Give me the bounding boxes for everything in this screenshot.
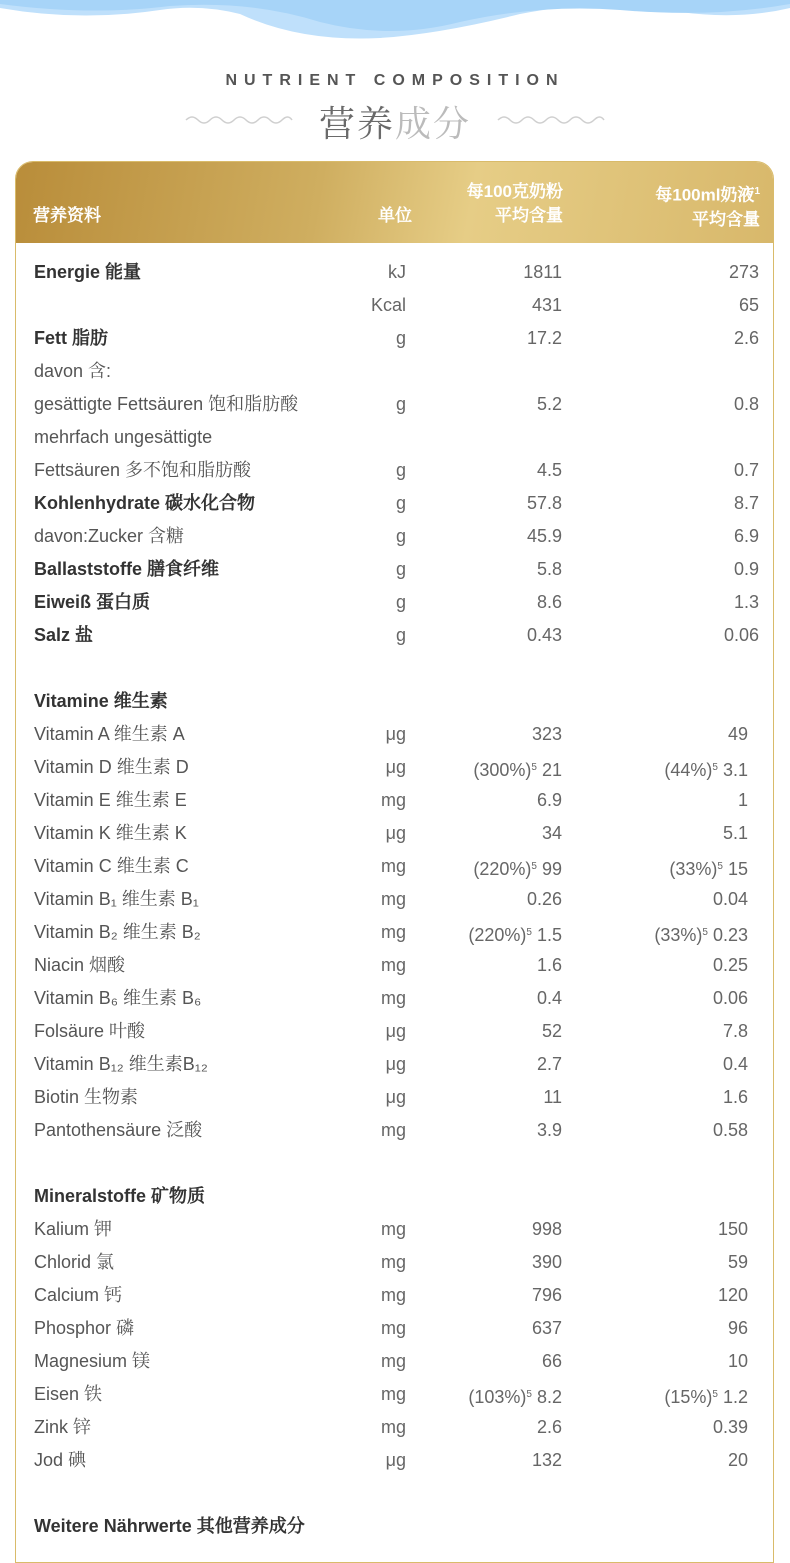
- per-100ml-cell: 150: [717, 1219, 748, 1239]
- nutrient-name: Vitamin B₆ 维生素 B₆: [34, 988, 202, 1008]
- table-row: [16, 1411, 773, 1444]
- unit-cell: mg: [380, 1252, 406, 1272]
- nutrient-name: Niacin 烟酸: [34, 955, 126, 975]
- per-100g-cell: 0.26: [526, 889, 562, 909]
- header-nutrient: 营养资料: [33, 206, 101, 225]
- per-100ml-cell: 0.25: [712, 955, 748, 975]
- unit-cell: mg: [380, 1219, 406, 1239]
- per-100g-cell: 8.6: [536, 592, 562, 612]
- table-row: [16, 883, 773, 916]
- section-heading: [16, 685, 773, 718]
- footnote-mark: 1: [754, 186, 760, 197]
- per-100ml-cell: 2.6: [733, 328, 759, 348]
- table-row: [16, 586, 773, 619]
- nutrient-name: Vitamine 维生素: [34, 691, 168, 711]
- per-100g-cell: 5.8: [536, 559, 562, 579]
- per-100g-cell: 796: [531, 1285, 562, 1305]
- value: 1.5: [531, 925, 562, 945]
- per-100ml-cell: 1.3: [733, 592, 759, 612]
- footnote-mark: 5: [526, 927, 532, 938]
- per-100ml-cell: 0.58: [712, 1120, 748, 1140]
- footnote-mark: 5: [531, 861, 537, 872]
- table-row: [16, 1279, 773, 1312]
- header-per-100g-line2: 平均含量: [495, 206, 563, 225]
- nutrient-name: mehrfach ungesättigte: [34, 427, 213, 447]
- table-row: [16, 520, 773, 553]
- table-row: [16, 1312, 773, 1345]
- per-100g-cell: 2.6: [536, 1417, 562, 1437]
- per-100ml-cell: [556, 751, 748, 787]
- percent-value: (300%): [473, 760, 532, 780]
- nutrient-name: Vitamin D 维生素 D: [34, 757, 189, 777]
- per-100g-cell: 45.9: [526, 526, 562, 546]
- table-row: [16, 487, 773, 520]
- section-heading: [16, 1180, 773, 1213]
- per-100ml-cell: 0.9: [733, 559, 759, 579]
- per-100ml-cell: 0.8: [733, 394, 759, 414]
- header-per-100ml-line2: 平均含量: [692, 209, 760, 229]
- unit-cell: mg: [380, 988, 406, 1008]
- unit-cell: kJ: [388, 262, 406, 282]
- per-100ml-cell: 7.8: [722, 1021, 748, 1041]
- table-row: [16, 817, 773, 850]
- unit-cell: mg: [380, 1120, 406, 1140]
- header-unit: 单位: [378, 206, 412, 225]
- table-row: [16, 256, 773, 289]
- nutrient-name: davon 含:: [34, 361, 112, 381]
- unit-cell: mg: [380, 1285, 406, 1305]
- title-cn-dark: 营养: [318, 103, 395, 144]
- per-100ml-cell: 1.6: [722, 1087, 748, 1107]
- value: 8.2: [531, 1387, 562, 1407]
- percent-value: (15%): [664, 1387, 713, 1407]
- nutrient-name: Vitamin B₂ 维生素 B₂: [34, 922, 201, 942]
- per-100ml-cell: 0.06: [723, 625, 759, 645]
- unit-cell: mg: [380, 889, 406, 909]
- per-100ml-cell: 0.39: [712, 1417, 748, 1437]
- squiggle-left-icon: [184, 112, 294, 126]
- section-title-en: NUTRIENT COMPOSITION: [225, 72, 565, 89]
- percent-value: (220%): [473, 859, 532, 879]
- per-100g-cell: 5.2: [536, 394, 562, 414]
- unit-cell: μg: [385, 1087, 406, 1107]
- per-100ml-cell: [556, 850, 748, 886]
- footnote-mark: 5: [702, 927, 708, 938]
- per-100ml-cell: 6.9: [733, 526, 759, 546]
- table-row: [16, 784, 773, 817]
- table-row: [16, 1081, 773, 1114]
- table-row: [16, 421, 773, 454]
- table-row: [16, 322, 773, 355]
- table-row: [16, 454, 773, 487]
- table-row: [16, 1444, 773, 1477]
- value: 3.1: [717, 760, 748, 780]
- per-100g-cell: 998: [531, 1219, 562, 1239]
- nutrient-name: Ballaststoffe 膳食纤维: [34, 559, 220, 579]
- nutrient-name: Vitamin B₁ 维生素 B₁: [34, 889, 199, 909]
- value: 15: [722, 859, 748, 879]
- unit-cell: g: [395, 559, 406, 579]
- nutrient-name: Vitamin E 维生素 E: [34, 790, 187, 810]
- unit-cell: μg: [385, 1054, 406, 1074]
- per-100g-cell: 0.4: [536, 988, 562, 1008]
- unit-cell: mg: [380, 856, 406, 876]
- per-100ml-cell: 96: [727, 1318, 748, 1338]
- per-100ml-cell: 49: [727, 724, 748, 744]
- table-row: [16, 1114, 773, 1147]
- table-header: [16, 162, 773, 243]
- per-100ml-cell: 0.7: [733, 460, 759, 480]
- percent-value: (33%): [669, 859, 718, 879]
- nutrient-name: Zink 锌: [34, 1417, 92, 1437]
- header-per-100ml-line1: [576, 180, 760, 208]
- per-100ml-cell: 20: [727, 1450, 748, 1470]
- unit-cell: μg: [385, 1450, 406, 1470]
- nutrient-name: Fett 脂肪: [34, 328, 108, 348]
- nutrient-name: Jod 碘: [34, 1450, 87, 1470]
- decorative-wave: [0, 0, 790, 45]
- unit-cell: Kcal: [370, 295, 406, 315]
- nutrient-name: Pantothensäure 泛酸: [34, 1120, 203, 1140]
- unit-cell: μg: [385, 1021, 406, 1041]
- per-100ml-cell: 8.7: [733, 493, 759, 513]
- table-row: [16, 718, 773, 751]
- table-row: [16, 1345, 773, 1378]
- nutrient-name: Calcium 钙: [34, 1285, 123, 1305]
- value: 0.23: [707, 925, 748, 945]
- nutrient-name: Phosphor 磷: [34, 1318, 135, 1338]
- per-100ml-cell: 59: [727, 1252, 748, 1272]
- per-100ml-cell: 65: [738, 295, 759, 315]
- per-100ml-cell: [556, 1378, 748, 1414]
- per-100ml-cell: 0.4: [722, 1054, 748, 1074]
- per-100g-cell: 323: [531, 724, 562, 744]
- unit-cell: g: [395, 625, 406, 645]
- per-100g-cell: 0.43: [526, 625, 562, 645]
- per-100g-cell: [376, 916, 562, 952]
- per-100g-cell: 3.9: [536, 1120, 562, 1140]
- per-100g-cell: 4.5: [536, 460, 562, 480]
- header-per-100ml-text: 每100ml奶液: [655, 185, 755, 205]
- unit-cell: mg: [380, 790, 406, 810]
- per-100ml-cell: 120: [717, 1285, 748, 1305]
- table-row: [16, 388, 773, 421]
- table-row: [16, 1015, 773, 1048]
- per-100g-cell: 431: [531, 295, 562, 315]
- nutrient-name: Vitamin K 维生素 K: [34, 823, 187, 843]
- per-100g-cell: 2.7: [536, 1054, 562, 1074]
- per-100g-cell: 132: [531, 1450, 562, 1470]
- nutrient-name: Biotin 生物素: [34, 1087, 139, 1107]
- per-100g-cell: 390: [531, 1252, 562, 1272]
- per-100g-cell: 637: [531, 1318, 562, 1338]
- value: 1.2: [717, 1387, 748, 1407]
- nutrient-name: Folsäure 叶酸: [34, 1021, 146, 1041]
- unit-cell: mg: [380, 1384, 406, 1404]
- unit-cell: g: [395, 592, 406, 612]
- nutrient-name: Weitere Nährwerte 其他营养成分: [34, 1516, 305, 1536]
- unit-cell: μg: [385, 757, 406, 777]
- per-100ml-cell: 5.1: [722, 823, 748, 843]
- unit-cell: μg: [385, 823, 406, 843]
- percent-value: (103%): [468, 1387, 527, 1407]
- unit-cell: mg: [380, 1417, 406, 1437]
- nutrient-name: Magnesium 镁: [34, 1351, 151, 1371]
- per-100g-cell: 66: [541, 1351, 562, 1371]
- unit-cell: g: [395, 328, 406, 348]
- title-cn-light: 成分: [395, 103, 472, 144]
- nutrient-name: Energie 能量: [34, 262, 142, 282]
- footnote-mark: 5: [712, 762, 718, 773]
- header-per-100g: [386, 180, 563, 228]
- nutrient-name: Kalium 钾: [34, 1219, 113, 1239]
- header-per-100ml: [576, 180, 760, 232]
- nutrient-name: davon:Zucker 含糖: [34, 526, 185, 546]
- unit-cell: g: [395, 493, 406, 513]
- nutrient-name: Fettsäuren 多不饱和脂肪酸: [34, 460, 252, 480]
- footnote-mark: 5: [717, 861, 723, 872]
- nutrient-name: gesättigte Fettsäuren 饱和脂肪酸: [34, 394, 299, 414]
- nutrient-name: Mineralstoffe 矿物质: [34, 1186, 206, 1206]
- unit-cell: μg: [385, 724, 406, 744]
- table-row: [16, 1378, 773, 1411]
- per-100g-cell: 11: [543, 1087, 562, 1107]
- value: 21: [536, 760, 562, 780]
- table-row: [16, 355, 773, 388]
- per-100g-cell: 34: [541, 823, 562, 843]
- nutrient-name: Vitamin C 维生素 C: [34, 856, 189, 876]
- per-100ml-cell: 1: [737, 790, 748, 810]
- unit-cell: mg: [380, 1318, 406, 1338]
- section-heading: [16, 1510, 773, 1543]
- unit-cell: g: [395, 460, 406, 480]
- table-row: [16, 916, 773, 949]
- per-100ml-cell: [556, 916, 748, 952]
- unit-cell: g: [395, 526, 406, 546]
- per-100g-cell: 1811: [523, 262, 562, 282]
- per-100ml-cell: 0.06: [712, 988, 748, 1008]
- nutrient-name: Kohlenhydrate 碳水化合物: [34, 493, 256, 513]
- per-100g-cell: [376, 1378, 562, 1414]
- per-100g-cell: 52: [541, 1021, 562, 1041]
- unit-cell: mg: [380, 1351, 406, 1371]
- table-row: [16, 751, 773, 784]
- table-row: [16, 289, 773, 322]
- nutrient-name: Salz 盐: [34, 625, 94, 645]
- per-100ml-cell: 273: [728, 262, 759, 282]
- unit-cell: mg: [380, 922, 406, 942]
- per-100g-cell: 6.9: [536, 790, 562, 810]
- per-100g-cell: [376, 751, 562, 787]
- nutrient-name: Vitamin B₁₂ 维生素B₁₂: [34, 1054, 208, 1074]
- table-row: [16, 850, 773, 883]
- table-row: [16, 553, 773, 586]
- table-row: [16, 1246, 773, 1279]
- per-100g-cell: 17.2: [526, 328, 562, 348]
- footnote-mark: 5: [712, 1389, 718, 1400]
- percent-value: (220%): [468, 925, 527, 945]
- per-100g-cell: 57.8: [526, 493, 562, 513]
- table-row: [16, 1048, 773, 1081]
- per-100ml-cell: 10: [727, 1351, 748, 1371]
- percent-value: (33%): [654, 925, 703, 945]
- unit-cell: g: [395, 394, 406, 414]
- value: 99: [536, 859, 562, 879]
- table-row: [16, 619, 773, 652]
- footnote-mark: 5: [526, 1389, 532, 1400]
- header-per-100g-line1: 每100克奶粉: [466, 182, 563, 201]
- unit-cell: mg: [380, 955, 406, 975]
- per-100g-cell: [376, 850, 562, 886]
- per-100ml-cell: 0.04: [712, 889, 748, 909]
- table-row: [16, 949, 773, 982]
- per-100g-cell: 1.6: [536, 955, 562, 975]
- footnote-mark: 5: [531, 762, 537, 773]
- nutrient-name: Vitamin A 维生素 A: [34, 724, 185, 744]
- squiggle-right-icon: [496, 112, 606, 126]
- nutrient-name: Eiweiß 蛋白质: [34, 592, 151, 612]
- section-title-cn: [0, 96, 790, 147]
- nutrient-name: Eisen 铁: [34, 1384, 103, 1404]
- percent-value: (44%): [664, 760, 713, 780]
- table-row: [16, 1213, 773, 1246]
- table-row: [16, 982, 773, 1015]
- nutrition-table: [15, 161, 774, 1563]
- nutrient-name: Chlorid 氯: [34, 1252, 115, 1272]
